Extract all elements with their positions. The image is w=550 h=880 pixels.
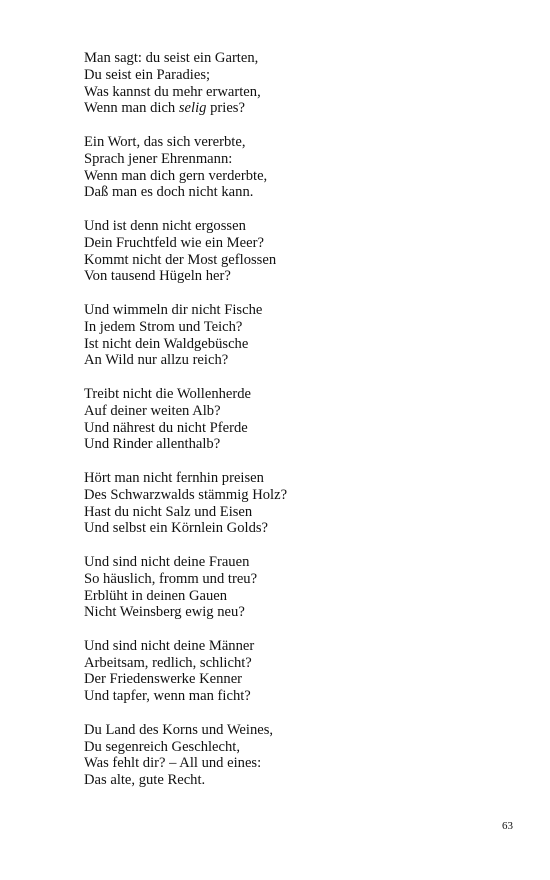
poem-line: Und sind nicht deine Männer: [84, 637, 255, 654]
stanza-3: [84, 218, 504, 285]
poem-line: Man sagt: du seist ein Garten,: [84, 50, 259, 66]
poem-line: Und ist denn nicht ergossen: [84, 217, 246, 234]
poem-line: Was kannst du mehr erwarten,: [84, 83, 261, 100]
poem-line: Dein Fruchtfeld wie ein Meer?: [84, 234, 264, 251]
poem: [84, 50, 504, 806]
line-text: pries?: [206, 100, 245, 117]
poem-line: Kommt nicht der Most geflossen: [84, 251, 277, 268]
poem-line: Nicht Weinsberg ewig neu?: [84, 604, 245, 621]
poem-line: Hast du nicht Salz und Eisen: [84, 503, 253, 520]
poem-line: Von tausend Hügeln her?: [84, 268, 231, 285]
stanza-2: [84, 134, 504, 201]
poem-line: Des Schwarzwalds stämmig Holz?: [84, 486, 288, 503]
poem-line: Was fehlt dir? – All und eines:: [84, 755, 262, 772]
poem-line: Wenn man dich gern verderbte,: [84, 167, 268, 184]
poem-line: Und sind nicht deine Frauen: [84, 553, 250, 570]
stanza-4: [84, 302, 504, 369]
poem-line: Und nährest du nicht Pferde: [84, 419, 248, 436]
poem-line: Daß man es doch nicht kann.: [84, 184, 254, 201]
poem-line: Und tapfer, wenn man ficht?: [84, 688, 251, 705]
poem-line: So häuslich, fromm und treu?: [84, 570, 258, 587]
poem-line: Treibt nicht die Wollenherde: [84, 385, 252, 402]
poem-line: Das alte, gute Recht.: [84, 772, 206, 789]
poem-line: In jedem Strom und Teich?: [84, 318, 243, 335]
poem-line: Du segenreich Geschlecht,: [84, 738, 241, 755]
poem-line: Ist nicht dein Waldgebüsche: [84, 335, 249, 352]
page-number: 63: [502, 820, 513, 832]
poem-line: Und Rinder allenthalb?: [84, 436, 221, 453]
poem-line: Du seist ein Paradies;: [84, 66, 211, 83]
stanza-7: [84, 554, 504, 621]
poem-line: Und wimmeln dir nicht Fische: [84, 301, 263, 318]
stanza-5: [84, 386, 504, 453]
poem-line: Der Friedenswerke Kenner: [84, 671, 243, 688]
stanza-9: [84, 722, 504, 789]
stanza-1: [84, 50, 504, 117]
poem-line: Sprach jener Ehrenmann:: [84, 150, 233, 167]
poem-line: Du Land des Korns und Weines,: [84, 721, 274, 738]
poem-line: Hört man nicht fernhin preisen: [84, 469, 264, 486]
emphasized-word: selig: [178, 100, 207, 117]
poem-line: An Wild nur allzu reich?: [84, 352, 229, 369]
stanza-6: [84, 470, 504, 537]
poem-line: Auf deiner weiten Alb?: [84, 402, 221, 419]
stanza-8: [84, 638, 504, 705]
poem-line: Ein Wort, das sich vererbte,: [84, 133, 246, 150]
poem-line: Und selbst ein Körnlein Golds?: [84, 520, 269, 537]
poem-line: Erblüht in deinen Gauen: [84, 587, 228, 604]
line-text: Wenn man dich: [84, 100, 179, 117]
poem-line-with-emphasis: [84, 100, 504, 117]
poem-line: Arbeitsam, redlich, schlicht?: [84, 654, 252, 671]
